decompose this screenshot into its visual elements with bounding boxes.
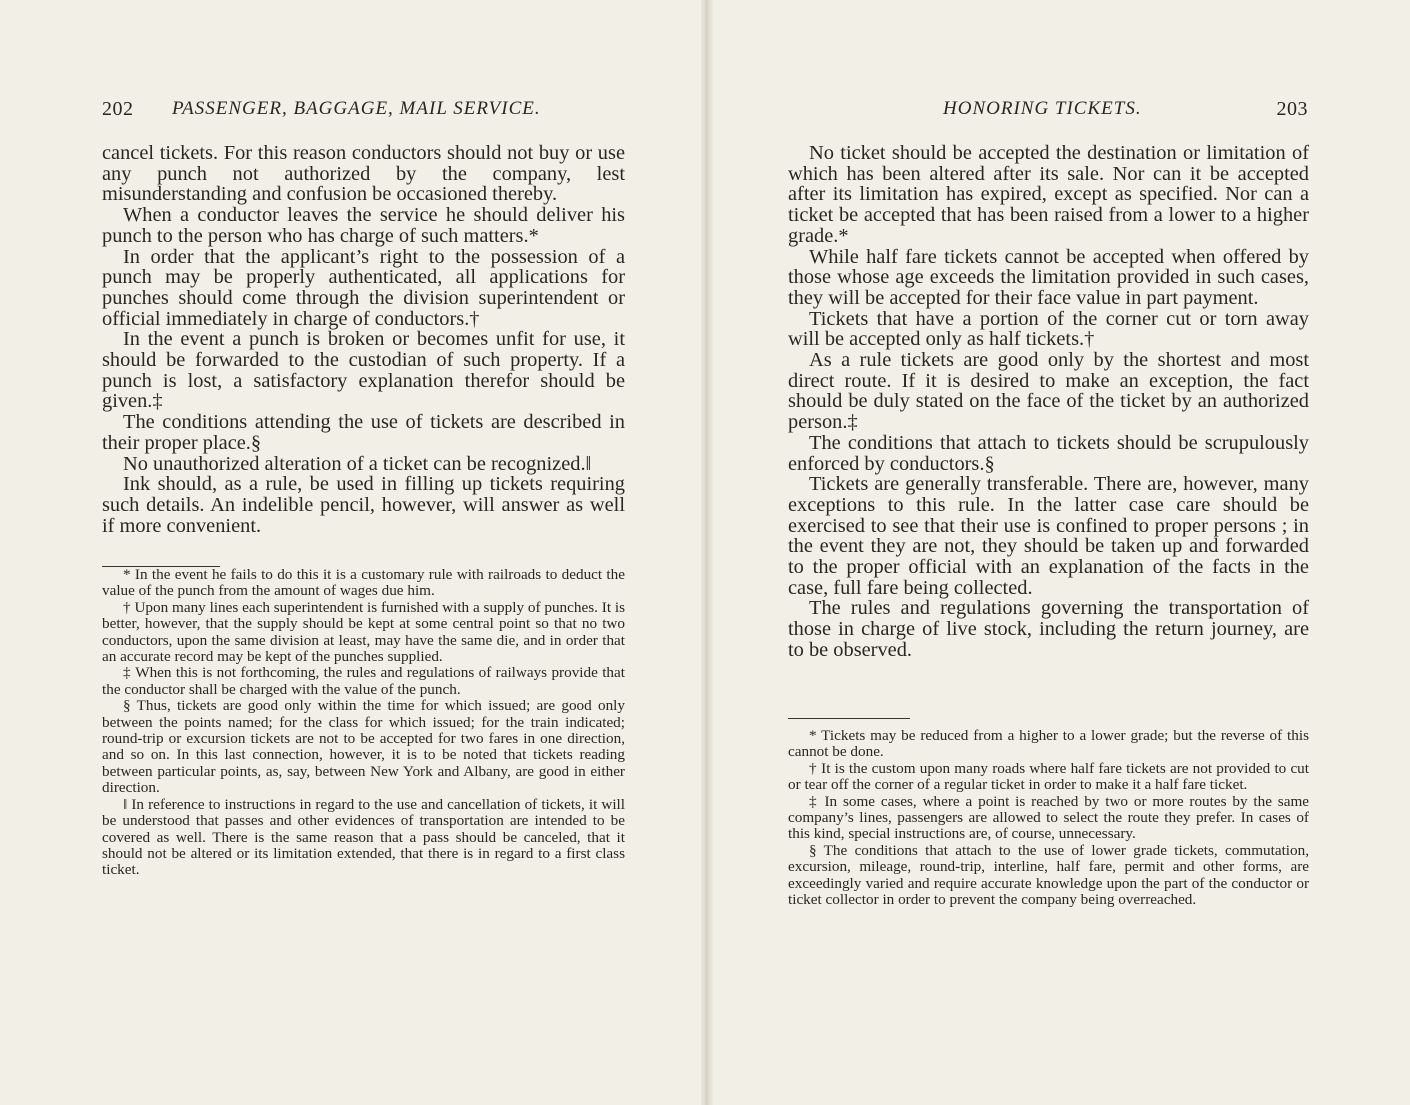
body-paragraph: The conditions that attach to tickets should be scrupulously enforced by conductors.§ xyxy=(788,431,1309,475)
body-paragraph: No ticket should be accepted the destination or limitation of which has been altered after its sale. Nor can it be accepted after its limitation has expired, except as specified. Nor can a ticket be accepted that has been raised from a lower to a higher grade.* xyxy=(788,142,1309,247)
footnote: * Tickets may be reduced from a higher to a lower grade; but the reverse of this cannot be done. xyxy=(788,727,1309,761)
right-page-number: 203 xyxy=(1276,98,1308,120)
body-paragraph: In the event a punch is broken or becomes unfit for use, it should be forwarded to the custodian of such property. If a punch is lost, a satisfactory explanation therefor should be given.‡ xyxy=(102,328,625,413)
body-paragraph: cancel tickets. For this reason conductors should not buy or use any punch not authorized by the company, lest misunderstanding and confusion be occasioned thereby. xyxy=(102,142,625,206)
body-paragraph: In order that the applicant’s right to the possession of a punch may be properly authenticated, all applications for punches should come through the division superintendent or official immediately in charge of conductors.† xyxy=(102,245,625,330)
body-paragraph: The conditions attending the use of tickets are described in their proper place.§ xyxy=(102,411,625,454)
left-page-number: 202 xyxy=(102,98,134,120)
footnote: † It is the custom upon many roads where half fare tickets are not provided to cut or tear off the corner of a regular ticket in order to make it a half fare ticket. xyxy=(788,759,1309,794)
book-gutter xyxy=(701,0,713,1105)
footnote: § Thus, tickets are good only within the time for which issued; are good only between the points named; for the class for which issued; for the train indicated; round-trip or excursion tickets are not to be accepted for two fares in one direction, and so on. In this last connection, however, it is to be noted that tickets reading between particular points, as, say, between New York and Albany, are good in either direction. xyxy=(102,697,625,797)
footnote: † Upon many lines each superintendent is furnished with a supply of punches. It is better, however, that the supply should be kept at some central point so that no two conductors, upon the same division at least, may have the same die, and in order that an accurate record may be kept of the punches supplied. xyxy=(102,598,625,666)
footnote: ‡ When this is not forthcoming, the rules and regulations of railways provide that the conductor shall be charged with the value of the punch. xyxy=(102,664,625,698)
left-running-title: PASSENGER, BAGGAGE, MAIL SERVICE. xyxy=(172,98,541,119)
body-paragraph: No unauthorized alteration of a ticket can be recognized.‖ xyxy=(123,452,592,475)
body-paragraph: Tickets are generally transferable. There are, however, many exceptions to this rule. In the latter case care should be exercised to see that their use is confined to proper persons ; in the event they are not, they should be taken up and forwarded to the proper official with an explanation of the facts in the case, full fare being collected. xyxy=(788,473,1309,599)
right-running-title: HONORING TICKETS. xyxy=(943,98,1142,119)
body-paragraph: When a conductor leaves the service he should deliver his punch to the person who has charge of such matters.* xyxy=(102,204,625,247)
left-page-body xyxy=(102,143,625,536)
right-page-header xyxy=(788,98,1308,124)
body-paragraph: The rules and regulations governing the transportation of those in charge of live stock, including the return journey, are to be observed. xyxy=(788,597,1309,661)
right-page xyxy=(713,0,1410,1105)
body-paragraph: While half fare tickets cannot be accepted when offered by those whose age exceeds the limitation provided in such cases, they will be accepted for their face value in part payment. xyxy=(788,245,1309,309)
left-footnotes xyxy=(102,567,625,879)
body-paragraph: As a rule tickets are good only by the shortest and most direct route. If it is desired to make an exception, the fact should be duly stated on the face of the ticket by an authorized person.‡ xyxy=(788,349,1309,434)
body-paragraph: Ink should, as a rule, be used in filling up tickets requiring such details. An indelible pencil, however, will answer as well if more convenient. xyxy=(102,473,625,537)
body-paragraph: Tickets that have a portion of the corner cut or torn away will be accepted only as half tickets.† xyxy=(788,307,1309,351)
footnote: * In the event he fails to do this it is a customary rule with railroads to deduct the value of the punch from the amount of wages due him. xyxy=(102,566,625,600)
footnote: § The conditions that attach to the use of lower grade tickets, commutation, excursion, mileage, round-trip, interline, half fare, permit and other forms, are exceedingly varied and require accurate knowledge upon the part of the conductor or ticket collector in order to prevent the company being overreached. xyxy=(788,841,1309,909)
right-page-body xyxy=(788,143,1309,661)
footnote: ‡ In some cases, where a point is reached by two or more routes by the same company’s lines, passengers are allowed to select the route they prefer. In cases of this kind, special instructions are, of course, unnecessary. xyxy=(788,792,1309,843)
right-footnotes xyxy=(788,728,1309,908)
footnote: ‖ In reference to instructions in regard to the use and cancellation of tickets, it will be understood that passes and other evidences of transportation are intended to be covered as well. There is the same reason that a pass should be canceled, that it should not be altered or its limitation extended, that there is in regard to a first class ticket. xyxy=(102,795,625,879)
left-page xyxy=(0,0,701,1105)
left-page-header xyxy=(102,98,627,124)
footnote-rule xyxy=(788,718,910,719)
